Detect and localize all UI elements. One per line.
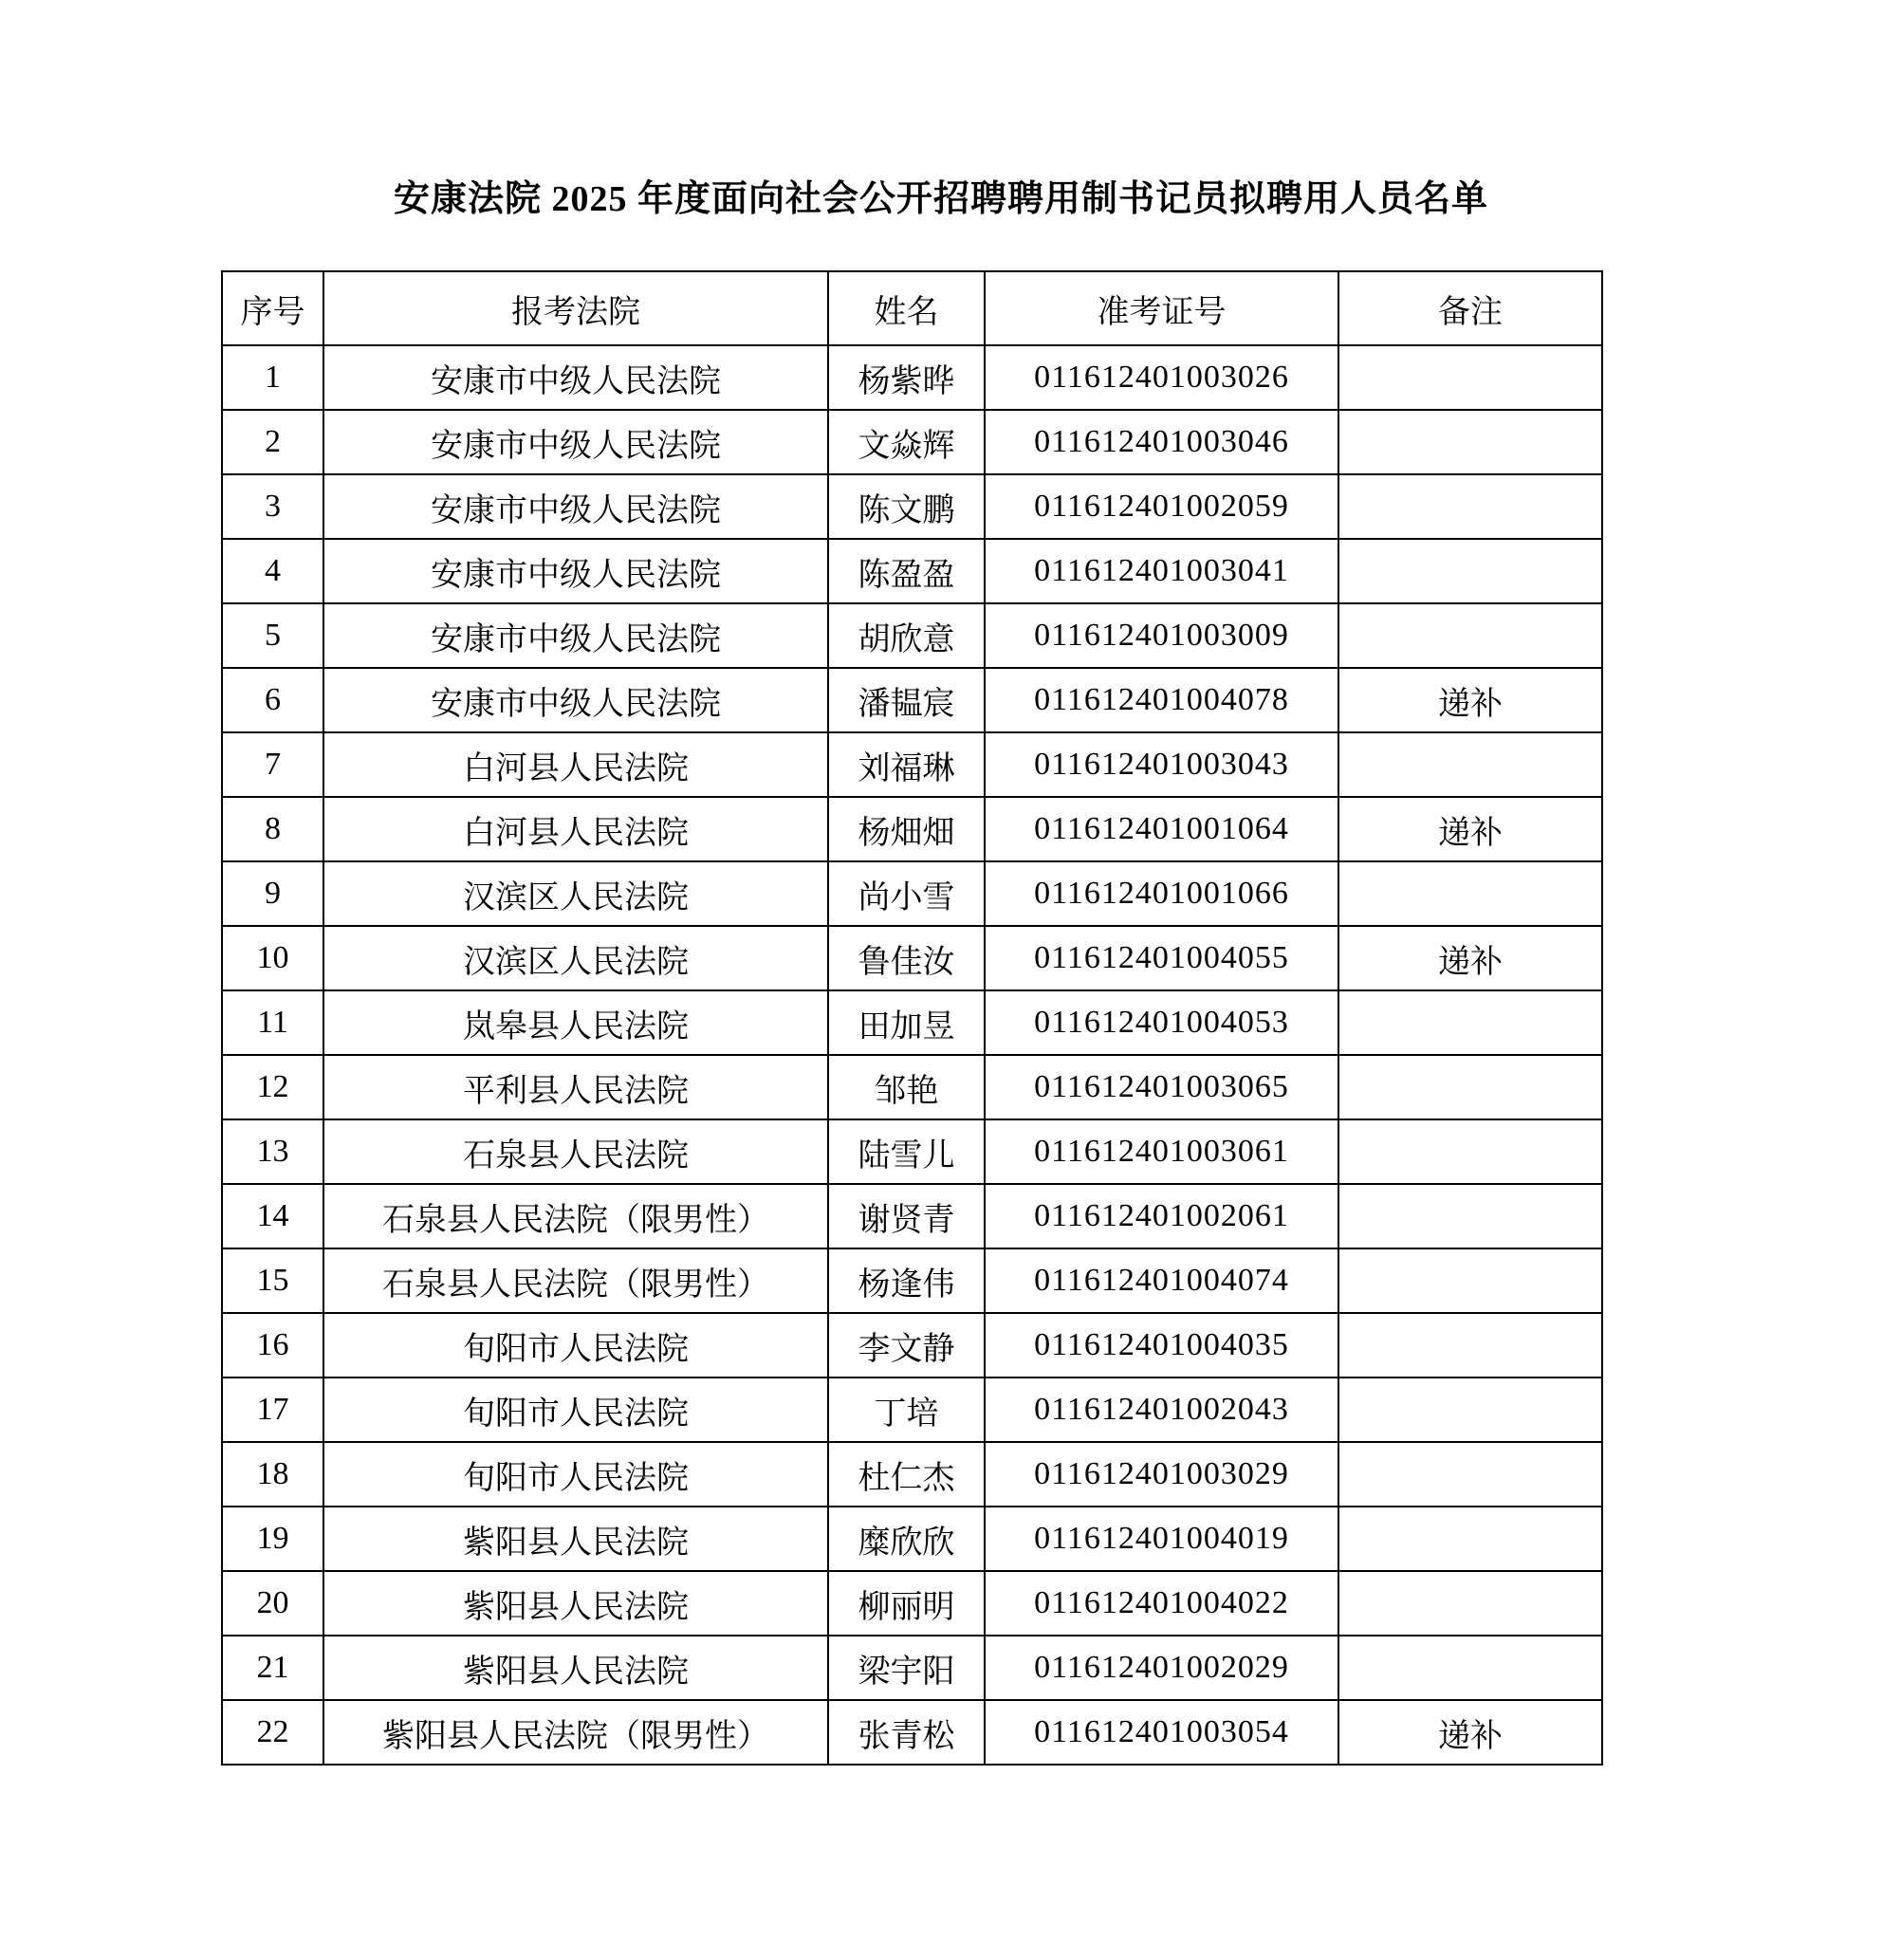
exam-id-cell: 011612401003065: [985, 1055, 1338, 1119]
exam-id-cell: 011612401002029: [985, 1636, 1338, 1700]
court-cell: 安康市中级人民法院: [323, 539, 828, 603]
exam-id-cell: 011612401003061: [985, 1119, 1338, 1184]
table-row: [222, 1055, 1602, 1119]
header-row-index: 序号: [222, 271, 323, 345]
name-cell: 梁宇阳: [828, 1636, 985, 1700]
table-row: [222, 539, 1602, 603]
table-row: [222, 668, 1602, 732]
remark-cell: [1338, 1313, 1602, 1378]
header-name: 姓名: [828, 271, 985, 345]
exam-id-cell: 011612401004022: [985, 1571, 1338, 1636]
exam-id-cell: 011612401003043: [985, 732, 1338, 797]
table-row: [222, 732, 1602, 797]
row-index-cell: 20: [222, 1571, 323, 1636]
row-index-cell: 1: [222, 345, 323, 410]
court-cell: 紫阳县人民法院: [323, 1571, 828, 1636]
remark-cell: [1338, 345, 1602, 410]
court-cell: 安康市中级人民法院: [323, 345, 828, 410]
row-index-cell: 18: [222, 1442, 323, 1507]
remark-cell: 递补: [1338, 668, 1602, 732]
table-row: [222, 1119, 1602, 1184]
name-cell: 糜欣欣: [828, 1507, 985, 1571]
row-index-cell: 10: [222, 926, 323, 990]
name-cell: 杨畑畑: [828, 797, 985, 861]
document-title: 安康法院 2025 年度面向社会公开招聘聘用制书记员拟聘用人员名单: [393, 179, 1488, 219]
name-cell: 潘韫宸: [828, 668, 985, 732]
exam-id-cell: 011612401004074: [985, 1248, 1338, 1313]
name-cell: 陈文鹏: [828, 474, 985, 539]
header-remark: 备注: [1338, 271, 1602, 345]
row-index-cell: 7: [222, 732, 323, 797]
court-cell: 紫阳县人民法院（限男性）: [323, 1700, 828, 1765]
court-cell: 紫阳县人民法院: [323, 1507, 828, 1571]
table-row: [222, 1700, 1602, 1765]
row-index-cell: 19: [222, 1507, 323, 1571]
row-index-cell: 22: [222, 1700, 323, 1765]
name-cell: 陆雪儿: [828, 1119, 985, 1184]
remark-cell: [1338, 1571, 1602, 1636]
exam-id-cell: 011612401004035: [985, 1313, 1338, 1378]
row-index-cell: 13: [222, 1119, 323, 1184]
table-row: [222, 410, 1602, 474]
court-cell: 石泉县人民法院（限男性）: [323, 1248, 828, 1313]
table-row: [222, 1636, 1602, 1700]
row-index-cell: 9: [222, 861, 323, 926]
row-index-cell: 4: [222, 539, 323, 603]
name-cell: 刘福琳: [828, 732, 985, 797]
row-index-cell: 17: [222, 1378, 323, 1442]
exam-id-cell: 011612401004053: [985, 990, 1338, 1055]
exam-id-cell: 011612401002059: [985, 474, 1338, 539]
remark-cell: [1338, 539, 1602, 603]
table-row: [222, 1571, 1602, 1636]
remark-cell: [1338, 1184, 1602, 1248]
name-cell: 邹艳: [828, 1055, 985, 1119]
row-index-cell: 14: [222, 1184, 323, 1248]
remark-cell: [1338, 1636, 1602, 1700]
court-cell: 白河县人民法院: [323, 732, 828, 797]
remark-cell: [1338, 1442, 1602, 1507]
personnel-table: [221, 270, 1603, 1766]
remark-cell: [1338, 861, 1602, 926]
table-row: [222, 474, 1602, 539]
court-cell: 旬阳市人民法院: [323, 1378, 828, 1442]
court-cell: 平利县人民法院: [323, 1055, 828, 1119]
row-index-cell: 2: [222, 410, 323, 474]
exam-id-cell: 011612401003046: [985, 410, 1338, 474]
name-cell: 杨紫晔: [828, 345, 985, 410]
name-cell: 李文静: [828, 1313, 985, 1378]
name-cell: 杜仁杰: [828, 1442, 985, 1507]
court-cell: 安康市中级人民法院: [323, 668, 828, 732]
exam-id-cell: 011612401003054: [985, 1700, 1338, 1765]
court-cell: 旬阳市人民法院: [323, 1442, 828, 1507]
exam-id-cell: 011612401001064: [985, 797, 1338, 861]
table-header-row: [222, 271, 1602, 345]
exam-id-cell: 011612401004078: [985, 668, 1338, 732]
exam-id-cell: 011612401004019: [985, 1507, 1338, 1571]
court-cell: 安康市中级人民法院: [323, 603, 828, 668]
court-cell: 石泉县人民法院: [323, 1119, 828, 1184]
row-index-cell: 16: [222, 1313, 323, 1378]
name-cell: 谢贤青: [828, 1184, 985, 1248]
remark-cell: [1338, 1507, 1602, 1571]
name-cell: 杨逢伟: [828, 1248, 985, 1313]
name-cell: 丁培: [828, 1378, 985, 1442]
row-index-cell: 3: [222, 474, 323, 539]
table-row: [222, 1442, 1602, 1507]
row-index-cell: 6: [222, 668, 323, 732]
exam-id-cell: 011612401001066: [985, 861, 1338, 926]
table-row: [222, 345, 1602, 410]
remark-cell: [1338, 990, 1602, 1055]
court-cell: 汉滨区人民法院: [323, 861, 828, 926]
remark-cell: 递补: [1338, 797, 1602, 861]
remark-cell: [1338, 474, 1602, 539]
table-row: [222, 926, 1602, 990]
row-index-cell: 15: [222, 1248, 323, 1313]
remark-cell: [1338, 1378, 1602, 1442]
table-row: [222, 861, 1602, 926]
remark-cell: [1338, 732, 1602, 797]
remark-cell: [1338, 1119, 1602, 1184]
court-cell: 旬阳市人民法院: [323, 1313, 828, 1378]
remark-cell: 递补: [1338, 926, 1602, 990]
court-cell: 岚皋县人民法院: [323, 990, 828, 1055]
remark-cell: [1338, 603, 1602, 668]
name-cell: 文焱辉: [828, 410, 985, 474]
row-index-cell: 12: [222, 1055, 323, 1119]
court-cell: 安康市中级人民法院: [323, 410, 828, 474]
exam-id-cell: 011612401004055: [985, 926, 1338, 990]
table-row: [222, 1248, 1602, 1313]
exam-id-cell: 011612401002043: [985, 1378, 1338, 1442]
table-row: [222, 990, 1602, 1055]
header-exam-id: 准考证号: [985, 271, 1338, 345]
name-cell: 田加昱: [828, 990, 985, 1055]
row-index-cell: 21: [222, 1636, 323, 1700]
court-cell: 汉滨区人民法院: [323, 926, 828, 990]
header-court: 报考法院: [323, 271, 828, 345]
table-row: [222, 1313, 1602, 1378]
table-row: [222, 797, 1602, 861]
court-cell: 安康市中级人民法院: [323, 474, 828, 539]
remark-cell: 递补: [1338, 1700, 1602, 1765]
remark-cell: [1338, 410, 1602, 474]
name-cell: 陈盈盈: [828, 539, 985, 603]
name-cell: 胡欣意: [828, 603, 985, 668]
remark-cell: [1338, 1248, 1602, 1313]
exam-id-cell: 011612401003026: [985, 345, 1338, 410]
exam-id-cell: 011612401003029: [985, 1442, 1338, 1507]
table-row: [222, 1378, 1602, 1442]
court-cell: 白河县人民法院: [323, 797, 828, 861]
exam-id-cell: 011612401003041: [985, 539, 1338, 603]
table-row: [222, 603, 1602, 668]
row-index-cell: 5: [222, 603, 323, 668]
remark-cell: [1338, 1055, 1602, 1119]
exam-id-cell: 011612401002061: [985, 1184, 1338, 1248]
court-cell: 石泉县人民法院（限男性）: [323, 1184, 828, 1248]
exam-id-cell: 011612401003009: [985, 603, 1338, 668]
name-cell: 张青松: [828, 1700, 985, 1765]
name-cell: 尚小雪: [828, 861, 985, 926]
court-cell: 紫阳县人民法院: [323, 1636, 828, 1700]
table-row: [222, 1184, 1602, 1248]
name-cell: 柳丽明: [828, 1571, 985, 1636]
row-index-cell: 11: [222, 990, 323, 1055]
name-cell: 鲁佳汝: [828, 926, 985, 990]
table-row: [222, 1507, 1602, 1571]
row-index-cell: 8: [222, 797, 323, 861]
